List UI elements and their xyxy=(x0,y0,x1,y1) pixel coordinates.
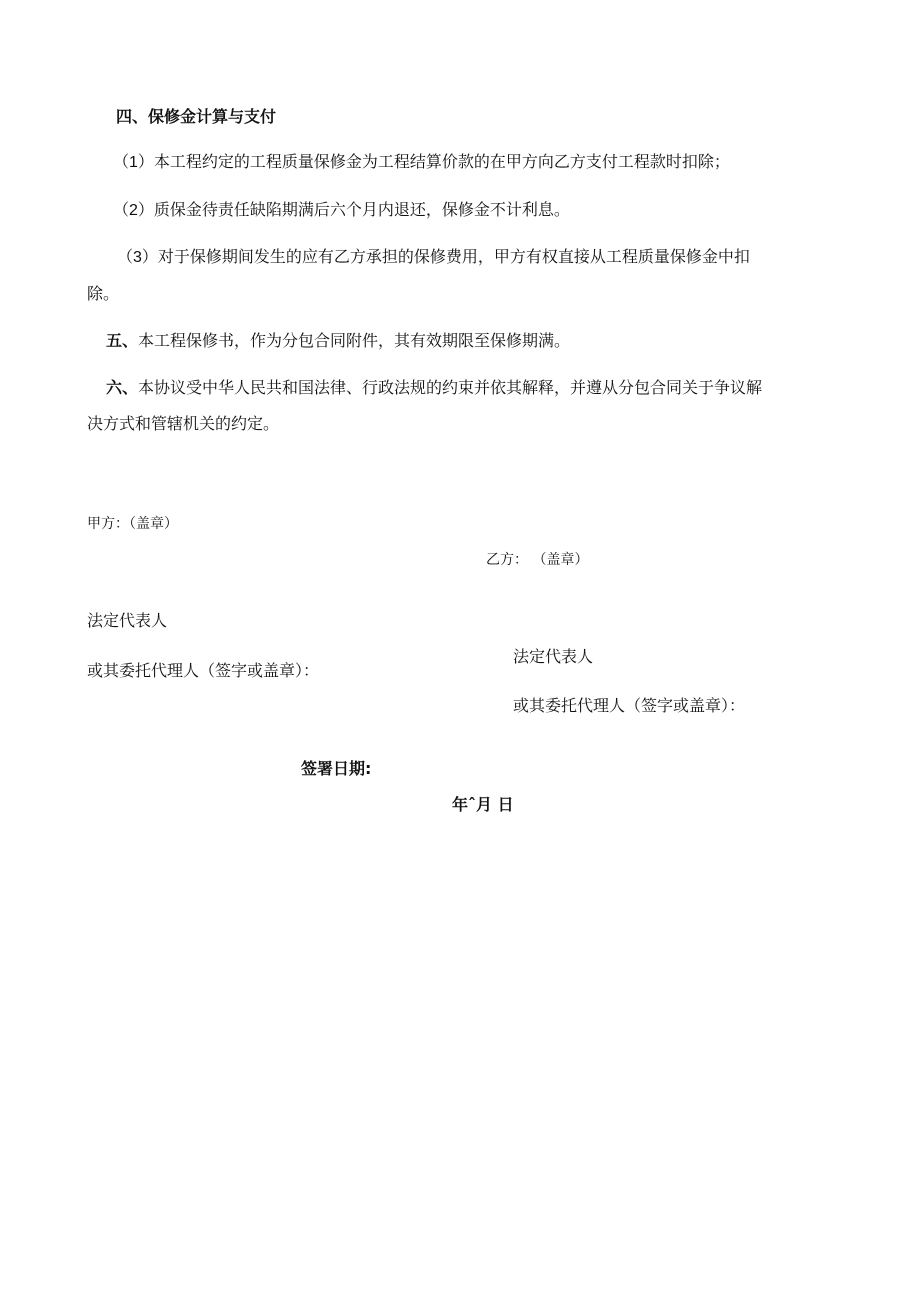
clause-4-1-number: （1） xyxy=(113,154,154,171)
section-5 xyxy=(106,331,570,351)
party-a-legal-representative: 法定代表人 xyxy=(87,611,168,630)
clause-4-2-text: 质保金待责任缺陷期满后六个月内退还，保修金不计利息。 xyxy=(153,200,570,219)
section-6-line1 xyxy=(106,378,762,398)
party-b-seal-label: 乙方： （盖章） xyxy=(486,552,589,568)
clause-4-3-line2: 除。 xyxy=(87,284,120,303)
section-5-label: 五、 xyxy=(106,331,139,350)
section-5-text: 本工程保修书，作为分包合同附件，其有效期限至保修期满。 xyxy=(138,331,571,350)
signing-date-label: 签署日期: xyxy=(301,759,372,778)
clause-4-3-line1 xyxy=(117,247,750,268)
clause-4-2 xyxy=(113,200,570,221)
section-4-heading: 四、保修金计算与支付 xyxy=(116,107,277,126)
party-a-seal-label: 甲方：（盖章） xyxy=(87,516,178,532)
section-6-label: 六、 xyxy=(106,378,139,397)
party-b-agent-signature: 或其委托代理人（签字或盖章）： xyxy=(513,696,746,715)
section-6-line2: 决方式和管辖机关的约定。 xyxy=(87,414,280,433)
party-b-legal-representative: 法定代表人 xyxy=(513,647,594,666)
signing-date-value: 年ˆ月 日 xyxy=(452,795,514,814)
section-6-text: 本协议受中华人民共和国法律、行政法规的约束并依其解释，并遵从分包合同关于争议解 xyxy=(138,378,763,397)
clause-4-2-number: （2） xyxy=(113,202,154,219)
clause-4-3-text: 对于保修期间发生的应有乙方承担的保修费用，甲方有权直接从工程质量保修金中扣 xyxy=(157,247,750,266)
clause-4-3-number: （3） xyxy=(117,249,158,266)
party-a-agent-signature: 或其委托代理人（签字或盖章）： xyxy=(87,661,320,680)
clause-4-1-text: 本工程约定的工程质量保修金为工程结算价款的在甲方向乙方支付工程款时扣除； xyxy=(153,152,730,171)
clause-4-1 xyxy=(113,152,730,173)
